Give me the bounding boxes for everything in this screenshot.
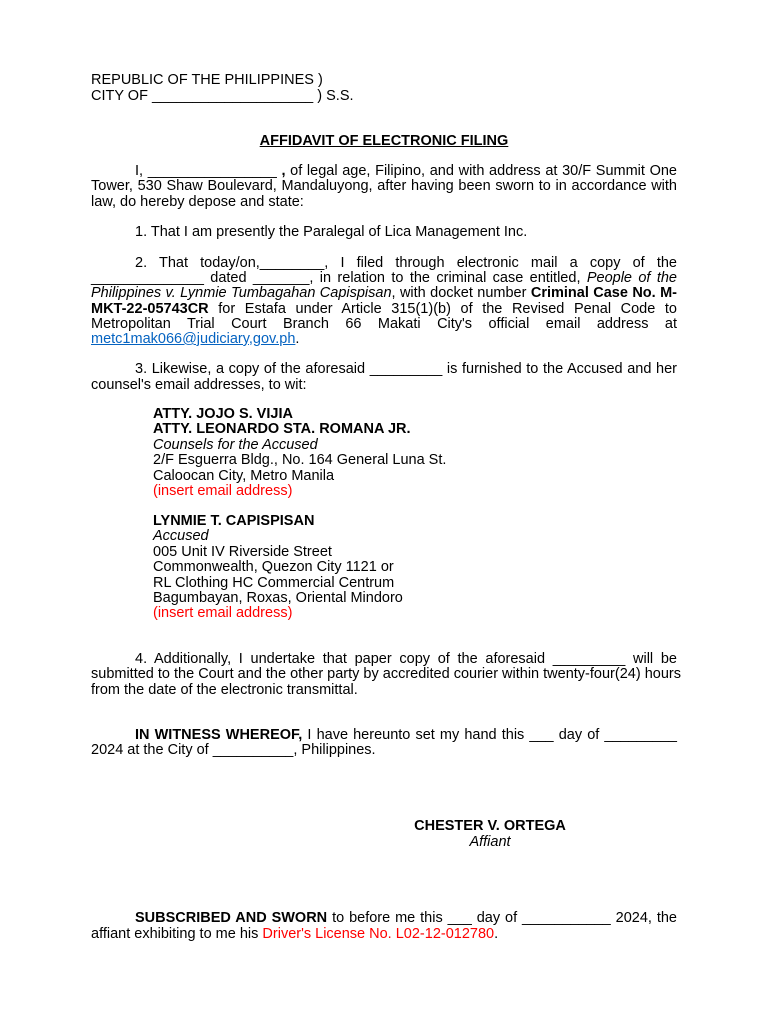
intro-line-3: law, do hereby depose and state: xyxy=(91,194,304,210)
witness-text: I have hereunto set my hand this ___ day of _________ xyxy=(302,727,677,743)
case-number-start: Criminal Case No. M- xyxy=(530,285,677,301)
counsel-name-2: ATTY. LEONARDO STA. ROMANA JR. xyxy=(153,421,411,438)
counsel-block xyxy=(153,407,446,499)
signature-block xyxy=(380,819,600,850)
accused-address-2: Commonwealth, Quezon City 1121 or xyxy=(153,559,394,576)
jurat-exhibiting: affiant exhibiting to me his xyxy=(91,926,263,942)
case-title-start: People of the xyxy=(586,270,677,286)
counsel-address-1: 2/F Esguerra Bldg., No. 164 General Luna St. xyxy=(153,452,447,469)
para4-line-2: submitted to the Court and the other party by accredited courier within twenty-four(24) hours xyxy=(91,666,681,682)
affiant-label: Affiant xyxy=(469,833,511,850)
counsel-role: Counsels for the Accused xyxy=(153,436,318,453)
jurat-line-2 xyxy=(91,927,677,943)
jurat-line-1 xyxy=(91,911,677,927)
para2-line-3 xyxy=(91,286,677,302)
case-title-end: Philippines v. Lynmie Tumbagahan Capispisan xyxy=(91,285,392,301)
venue-republic: REPUBLIC OF THE PHILIPPINES ) xyxy=(91,72,323,88)
accused-block xyxy=(153,514,403,622)
intro-line-2: Tower, 530 Shaw Boulevard, Mandaluyong, after having been sworn to in accordance with xyxy=(91,178,677,194)
jurat-period: . xyxy=(494,926,499,942)
counsel-address-2: Caloocan City, Metro Manila xyxy=(153,467,335,484)
drivers-license: Driver's License No. L02-12-012780 xyxy=(262,926,495,942)
accused-name: LYNMIE T. CAPISPISAN xyxy=(153,513,315,529)
jurat-text: to before me this ___ day of ___________ 2024, the xyxy=(327,910,677,926)
witness-heading: IN WITNESS WHEREOF, xyxy=(135,727,303,743)
intro-comma: , xyxy=(281,163,286,179)
accused-role: Accused xyxy=(153,528,209,545)
venue-header xyxy=(91,73,677,104)
accused-email-placeholder: (insert email address) xyxy=(153,605,293,622)
para3-line-1: 3. Likewise, a copy of the aforesaid _________ is furnished to the Accused and her xyxy=(135,361,677,377)
para3-line-2: counsel's email addresses, to wit: xyxy=(91,377,307,393)
title-text: AFFIDAVIT OF ELECTRONIC FILING xyxy=(259,133,509,149)
para2-line-1: 2. That today/on,________, I filed through electronic mail a copy of the xyxy=(135,255,677,271)
para2-line-6 xyxy=(91,332,677,348)
para4-line-3: from the date of the electronic transmittal. xyxy=(91,682,358,698)
accused-address-4: Bagumbayan, Roxas, Oriental Mindoro xyxy=(153,590,403,607)
document-title xyxy=(91,134,677,150)
para2-period: . xyxy=(295,331,300,347)
case-number-end: MKT-22-05743CR xyxy=(91,301,209,317)
accused-address-1: 005 Unit IV Riverside Street xyxy=(153,543,332,560)
intro-affiant-blank: I, ________________ xyxy=(135,163,282,179)
intro-address: of legal age, Filipino, and with address at 30/F Summit One xyxy=(285,163,677,179)
counsel-name-1: ATTY. JOJO S. VIJIA xyxy=(153,406,293,422)
affiant-name: CHESTER V. ORTEGA xyxy=(414,818,566,834)
counsel-email-placeholder: (insert email address) xyxy=(153,483,293,500)
jurat-heading: SUBSCRIBED AND SWORN xyxy=(135,910,328,926)
para4-line-1: 4. Additionally, I undertake that paper copy of the aforesaid _________ will be xyxy=(135,651,677,667)
para2-line-5: Metropolitan Trial Court Branch 66 Makati City's official email address at xyxy=(91,316,677,332)
paragraph-1: 1. That I am presently the Paralegal of Lica Management Inc. xyxy=(135,224,528,240)
docket-text: , with docket number xyxy=(391,285,531,301)
witness-line-2: 2024 at the City of __________, Philippines. xyxy=(91,742,376,758)
para2-document-blank: ______________ dated _______, in relation to the criminal case entitled, xyxy=(91,270,587,286)
estafa-text: for Estafa under Article 315(1)(b) of the Revised Penal Code to xyxy=(208,301,677,317)
court-email-link[interactable]: metc1mak066@judiciary,gov.ph xyxy=(91,331,296,347)
accused-address-3: RL Clothing HC Commercial Centrum xyxy=(153,574,395,591)
venue-city: CITY OF ____________________ ) S.S. xyxy=(91,87,354,104)
